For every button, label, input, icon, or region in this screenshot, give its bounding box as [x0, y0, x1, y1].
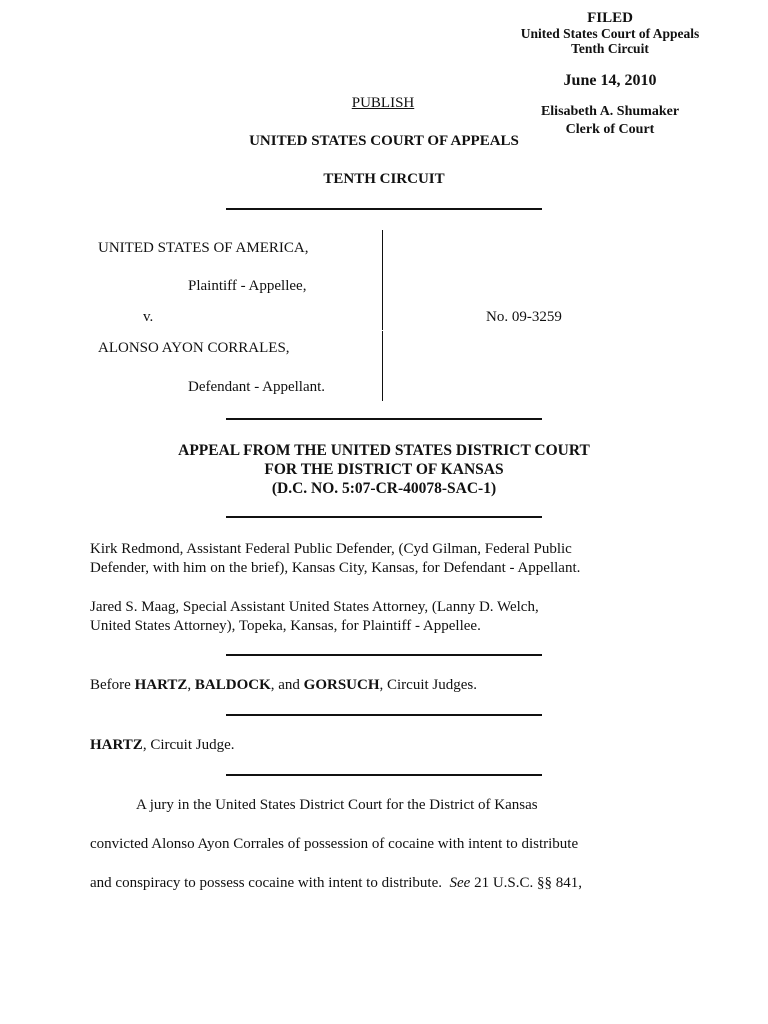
panel-line: [90, 677, 477, 694]
judge-name: BALDOCK: [194, 677, 271, 693]
opinion-line: A jury in the United States District Court for the District of Kansas: [136, 797, 538, 813]
divider-rule: [226, 418, 542, 420]
appeal-line: (D.C. NO. 5:07-CR-40078-SAC-1): [271, 480, 497, 497]
versus-label: v.: [143, 309, 154, 325]
opinion-text: and conspiracy to possess cocaine with intent to distribute.: [90, 875, 450, 891]
appeal-line: APPEAL FROM THE UNITED STATES DISTRICT COURT: [178, 442, 590, 459]
panel-separator: , and: [270, 677, 304, 693]
divider-rule: [226, 516, 542, 518]
plaintiff-role: Plaintiff - Appellee,: [188, 278, 307, 294]
counsel-line: Jared S. Maag, Special Assistant United States Attorney, (Lanny D. Welch,: [90, 599, 539, 615]
counsel-line: Kirk Redmond, Assistant Federal Public Defender, (Cyd Gilman, Federal Public: [90, 541, 572, 557]
publish-label: PUBLISH: [351, 95, 415, 111]
government-counsel: [90, 598, 690, 636]
filed-court: United States Court of Appeals: [520, 26, 700, 41]
docket-number: No. 09-3259: [486, 309, 562, 325]
filed-stamp: [490, 10, 730, 90]
author-suffix: , Circuit Judge.: [142, 737, 235, 753]
counsel-line: United States Attorney), Topeka, Kansas, for Plaintiff - Appellee.: [90, 618, 481, 634]
panel-separator: ,: [187, 677, 195, 693]
opinion-line: convicted Alonso Ayon Corrales of possession of cocaine with intent to distribute: [90, 836, 579, 852]
counsel-line: Defender, with him on the brief), Kansas City, Kansas, for Defendant - Appellant.: [90, 560, 581, 576]
panel-suffix: , Circuit Judges.: [379, 677, 477, 693]
panel-before: Before: [90, 677, 135, 693]
filed-date: June 14, 2010: [563, 72, 657, 89]
opinion-line: [90, 875, 582, 892]
caption-vertical-rule-lower: [382, 331, 383, 401]
court-title: UNITED STATES COURT OF APPEALS: [249, 133, 519, 149]
appeal-heading: [120, 441, 648, 498]
judge-name: HARTZ: [134, 677, 188, 693]
circuit-title: TENTH CIRCUIT: [323, 171, 445, 187]
caption-vertical-rule-upper: [382, 230, 383, 330]
divider-rule: [226, 654, 542, 656]
author-name: HARTZ: [90, 737, 143, 753]
filed-label: FILED: [587, 10, 633, 26]
opinion-citation: 21 U.S.C. §§ 841,: [470, 875, 583, 891]
plaintiff-name: UNITED STATES OF AMERICA,: [98, 240, 309, 256]
defendant-role: Defendant - Appellant.: [188, 379, 326, 395]
divider-rule: [226, 714, 542, 716]
judge-name: GORSUCH: [303, 677, 380, 693]
clerk-name: Elisabeth A. Shumaker: [540, 104, 680, 119]
defendant-name: ALONSO AYON CORRALES,: [98, 340, 290, 356]
clerk-title: Clerk of Court: [565, 122, 655, 137]
filed-circuit: Tenth Circuit: [571, 41, 649, 56]
defense-counsel: [90, 540, 690, 578]
divider-rule: [226, 774, 542, 776]
author-line: [90, 737, 234, 754]
signal-see: See: [449, 875, 471, 891]
divider-rule: [226, 208, 542, 210]
appeal-line: FOR THE DISTRICT OF KANSAS: [264, 461, 504, 478]
